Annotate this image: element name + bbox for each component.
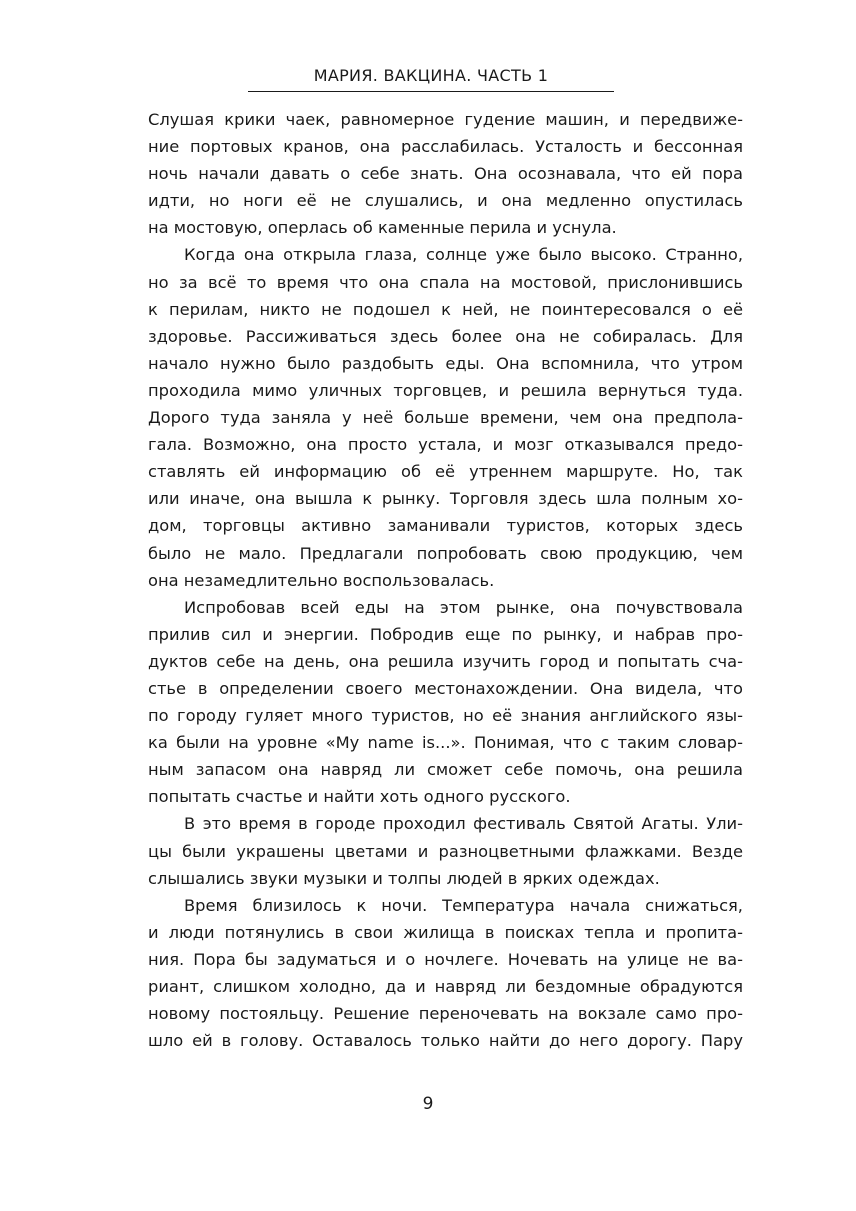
text-line: ние портовых кранов, она расслабилась. Усталость и бессонная	[148, 137, 743, 157]
text-line: ным запасом она навряд ли сможет себе помочь, она решила	[148, 760, 743, 780]
text-line: начало нужно было раздобыть еды. Она вспомнила, что утром	[148, 353, 743, 373]
text-line: здоровье. Рассиживаться здесь более она не собиралась. Для	[148, 326, 743, 346]
text-line: Время близилось к ночи. Температура начала снижаться,	[184, 895, 743, 915]
text-line: к перилам, никто не подошел к ней, не поинтересовался о её	[148, 299, 743, 319]
text-line: Слушая крики чаек, равномерное гудение машин, и передвиже-	[148, 110, 743, 129]
text-line: ния. Пора бы задуматься и о ночлеге. Ночевать на улице не ва-	[148, 949, 743, 969]
text-line: ставлять ей информацию об её утреннем маршруте. Но, так	[148, 462, 743, 482]
body-text	[148, 106, 743, 1054]
text-line: прилив сил и энергии. Побродив еще по рынку, и набрав про-	[148, 624, 743, 644]
header-rule	[248, 91, 614, 92]
text-line: Дорого туда заняла у неё больше времени, чем она предпола-	[148, 408, 743, 428]
text-line: она незамедлительно воспользовалась.	[148, 570, 495, 590]
text-line: проходила мимо уличных торговцев, и решила вернуться туда.	[148, 380, 743, 400]
text-line: слышались звуки музыки и толпы людей в ярких одеждах.	[148, 868, 660, 888]
text-line: или иначе, она вышла к рынку. Торговля здесь шла полным хо-	[148, 489, 743, 509]
text-line: по городу гуляет много туристов, но её знания английского язы-	[148, 706, 743, 726]
text-line: Когда она открыла глаза, солнце уже было высоко. Странно,	[184, 245, 743, 265]
text-line: на мостовую, оперлась об каменные перила и уснула.	[148, 218, 617, 238]
text-line: Испробовав всей еды на этом рынке, она почувствовала	[184, 597, 743, 617]
text-line: шло ей в голову. Оставалось только найти до него дорогу. Пару	[148, 1031, 743, 1051]
text-line: но за всё то время что она спала на мостовой, прислонившись	[148, 272, 743, 292]
text-line: было не мало. Предлагали попробовать свою продукцию, чем	[148, 543, 743, 563]
text-line: В это время в городе проходил фестиваль Святой Агаты. Ули-	[184, 814, 743, 834]
text-line: гала. Возможно, она просто устала, и мозг отказывался предо-	[148, 435, 743, 455]
running-head-title: МАРИЯ. ВАКЦИНА. ЧАСТЬ 1	[313, 66, 549, 85]
text-line: ка были на уровне «My name is...». Понимая, что с таким словар-	[148, 733, 743, 753]
text-line: новому постояльцу. Решение переночевать на вокзале само про-	[148, 1004, 743, 1024]
text-line: ночь начали давать о себе знать. Она осознавала, что ей пора	[148, 164, 743, 184]
text-line: дуктов себе на день, она решила изучить город и попытать сча-	[148, 651, 743, 671]
text-line: и люди потянулись в свои жилища в поисках тепла и пропита-	[148, 922, 743, 942]
text-line: идти, но ноги её не слушались, и она медленно опустилась	[148, 191, 743, 211]
text-line: дом, торговцы активно заманивали туристов, которых здесь	[148, 516, 743, 536]
text-line: риант, слишком холодно, да и навряд ли бездомные обрадуются	[148, 977, 743, 996]
text-line: стье в определении своего местонахождении. Она видела, что	[148, 678, 743, 698]
text-line: цы были украшены цветами и разноцветными флажками. Везде	[148, 841, 743, 861]
page-number: 9	[422, 1094, 434, 1114]
text-line: попытать счастье и найти хоть одного русского.	[148, 787, 571, 807]
